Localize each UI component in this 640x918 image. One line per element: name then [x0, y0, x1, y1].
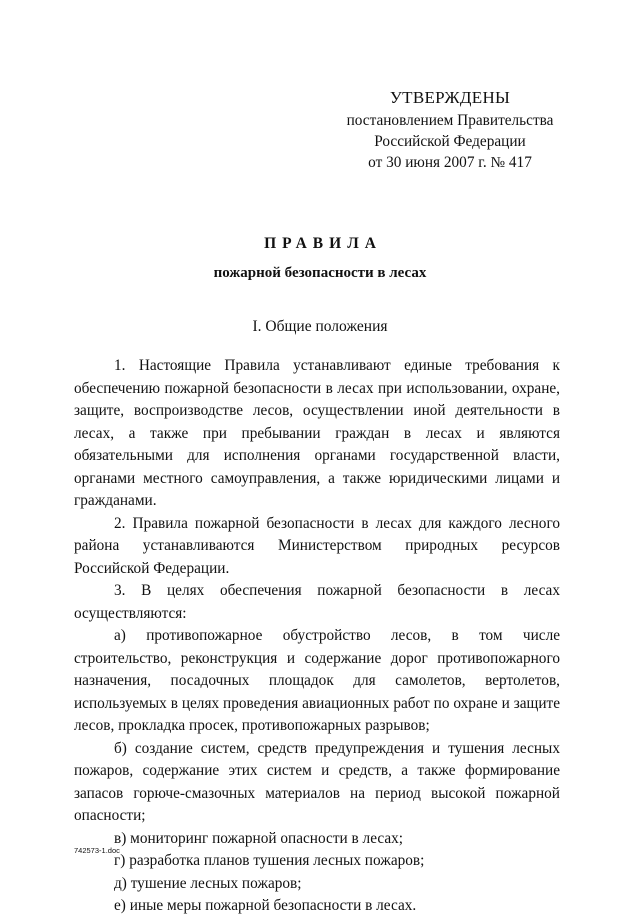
file-name-footer: 742573-1.doc: [74, 846, 120, 855]
approval-block: [320, 86, 580, 173]
list-item-g: г) разработка планов тушения лесных пожаров;: [114, 852, 425, 869]
list-item-a: а) противопожарное обустройство лесов, в том числе строительство, реконструкция и содержание дорог противопожарного назначения, посадочных площадок для самолетов, вертолетов, используемых в целях проведения авиационных работ по охране и защите лесов, прокладка просек, противопожарных разрывов;: [74, 627, 560, 734]
approval-heading: УТВЕРЖДЕНЫ: [389, 88, 511, 107]
list-item-b: б) создание систем, средств предупреждения и тушения лесных пожаров, содержание этих систем и средств, а также формирование запасов горюче-смазочных материалов на период высокой пожарной опасности;: [74, 739, 560, 824]
list-item-v: в) мониторинг пожарной опасности в лесах;: [114, 829, 404, 847]
document-title: ПРАВИЛА: [264, 235, 382, 252]
paragraph-1: 1. Настоящие Правила устанавливают единые требования к обеспечению пожарной безопасности в лесах при использовании, охране, защите, воспроизводстве лесов, осуществлении иной деятельности в лесах, а также при пребывании граждан в лесах и являются обязательными для исполнения органами государственной власти, органами местного самоуправления, а также юридическими лицами и гражданами.: [74, 357, 560, 509]
document-body: [74, 355, 560, 918]
approval-line-1: постановлением Правительства: [346, 112, 554, 129]
list-item-d: д) тушение лесных пожаров;: [114, 874, 302, 892]
approval-line-3: от 30 июня 2007 г. № 417: [368, 154, 532, 171]
section-heading: I. Общие положения: [252, 318, 388, 335]
list-item-e: е) иные меры пожарной безопасности в лесах.: [114, 897, 417, 914]
document-subtitle: пожарной безопасности в лесах: [213, 265, 427, 281]
paragraph-2: 2. Правила пожарной безопасности в лесах для каждого лесного района устанавливаются Министерством природных ресурсов Российской Федерации.: [74, 514, 560, 577]
paragraph-3: 3. В целях обеспечения пожарной безопасности в лесах осуществляются:: [74, 582, 560, 622]
approval-line-2: Российской Федерации: [374, 133, 526, 150]
